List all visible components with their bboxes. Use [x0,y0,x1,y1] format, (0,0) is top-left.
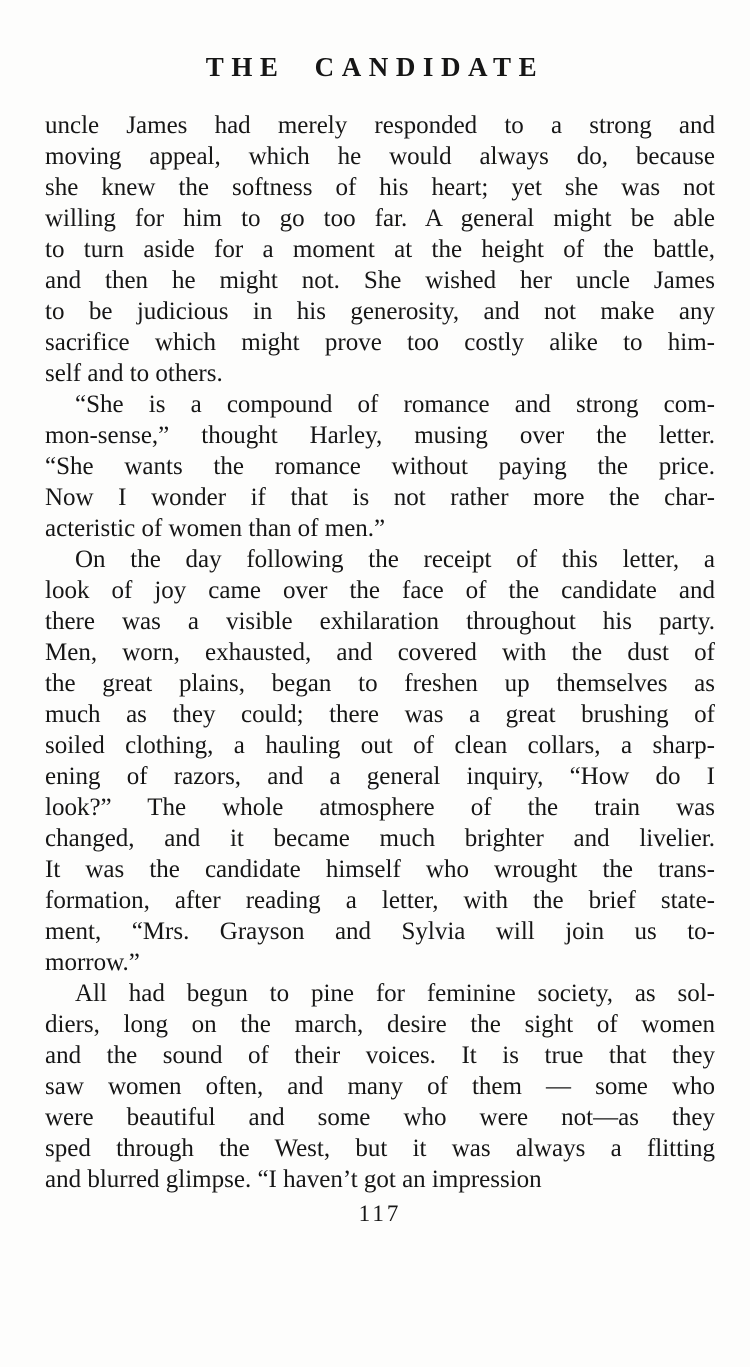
text-line: self and to others. [45,360,223,387]
text-line: she knew the softness of his heart; yet she was not [45,174,715,201]
running-header: THE CANDIDATE [205,52,545,82]
text-line: and blurred glimpse. “I haven’t got an impression [45,1166,542,1193]
text-line: moving appeal, which he would always do, because [45,143,715,170]
text-line: the great plains, began to freshen up themselves as [45,670,715,697]
page-number: 117 [358,1201,402,1226]
page-body [45,110,715,1195]
text-line: saw women often, and many of them — some who [45,1073,715,1100]
text-line: Men, worn, exhausted, and covered with the dust of [45,639,715,666]
text-line: changed, and it became much brighter and livelier. [45,825,715,852]
text-line: On the day following the receipt of this letter, a [75,546,715,573]
text-line: there was a visible exhilaration throughout his party. [45,608,715,635]
text-line: “She wants the romance without paying the price. [45,453,715,480]
text-line: ening of razors, and a general inquiry, “How do I [45,763,715,790]
text-line: to turn aside for a moment at the height of the battle, [45,236,715,263]
text-line: It was the candidate himself who wrought the trans- [45,856,715,883]
text-line: and then he might not. She wished her uncle James [45,267,715,294]
text-line: acteristic of women than of men.” [45,515,386,542]
text-line: formation, after reading a letter, with the brief state- [45,887,715,914]
paragraph [45,389,715,544]
book-page [0,52,750,1367]
text-line: sped through the West, but it was always a flitting [45,1135,715,1162]
text-line: uncle James had merely responded to a strong and [45,112,715,139]
text-line: mon-sense,” thought Harley, musing over the letter. [45,422,715,449]
text-line: willing for him to go too far. A general might be able [45,205,715,232]
text-line: “She is a compound of romance and strong com- [75,391,715,418]
paragraph [45,544,715,978]
text-line: ment, “Mrs. Grayson and Sylvia will join us to- [45,918,715,945]
text-line: morrow.” [45,949,140,976]
text-line: sacrifice which might prove too costly alike to him- [45,329,715,356]
text-line: look of joy came over the face of the candidate and [45,577,715,604]
paragraph [45,110,715,389]
text-line: were beautiful and some who were not—as they [45,1104,715,1131]
text-line: All had begun to pine for feminine society, as sol- [75,980,715,1007]
paragraph [45,978,715,1195]
text-line: to be judicious in his generosity, and not make any [45,298,715,325]
text-line: Now I wonder if that is not rather more the char- [45,484,715,511]
text-line: much as they could; there was a great brushing of [45,701,715,728]
text-line: diers, long on the march, desire the sight of women [45,1011,715,1038]
text-line: and the sound of their voices. It is true that they [45,1042,715,1069]
text-line: soiled clothing, a hauling out of clean collars, a sharp- [45,732,715,759]
text-line: look?” The whole atmosphere of the train was [45,794,715,821]
